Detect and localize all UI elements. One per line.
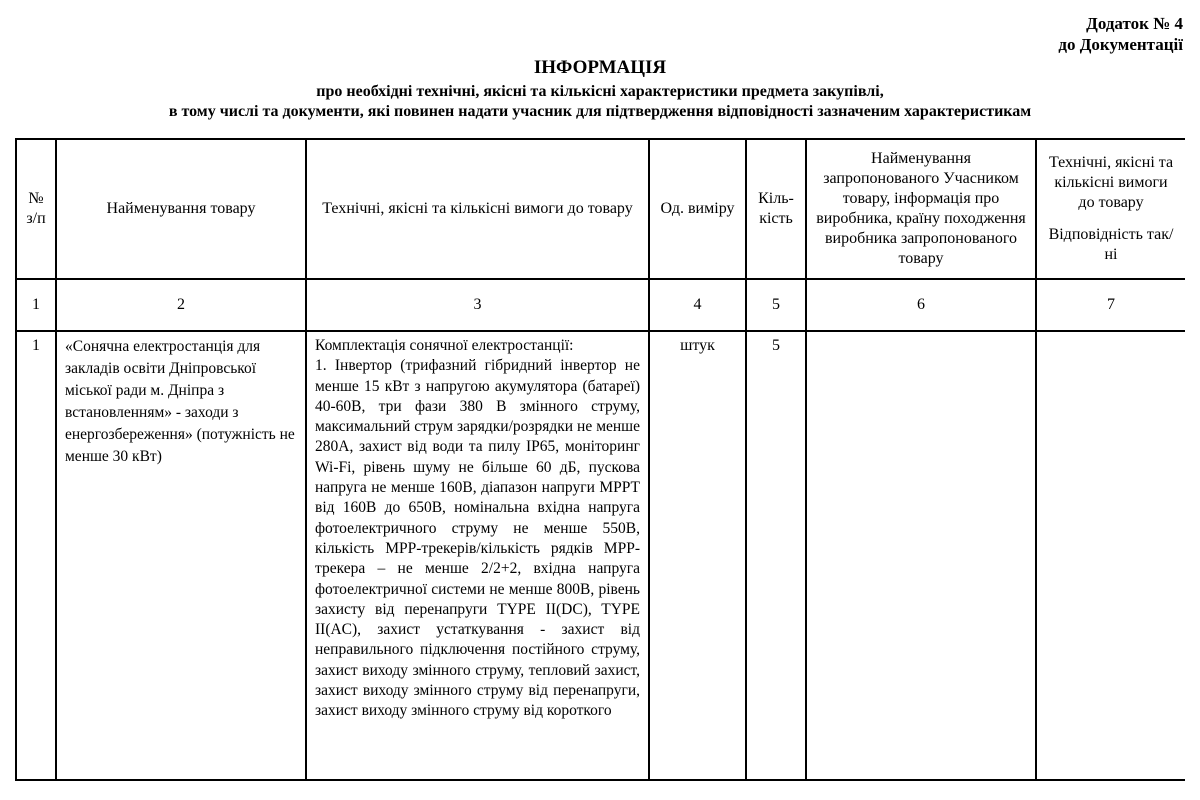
page-subtitle-1: про необхідні технічні, якісні та кількісні характеристики предмета закупівлі, xyxy=(316,83,884,100)
annex-line-2: до Документації xyxy=(1058,35,1183,54)
requirements-item-1: 1. Інвертор (трифазний гібридний інвертор не менше 15 кВт з напругою акумулятора (батареї) 40-60В, три фази 380 В змінного струму, максимальний струм зарядки/розрядки не менше 280А, захист від води та пилу IP65, моніторинг Wi-Fi, рівень шуму не більше 60 дБ, пускова напруга не менше 160В, діапазон напруги МРРТ від 160В до 650В, номінальна вхідна напруга фотоелектричного струму не менше 550В, кількість МРР-трекерів/кількість рядків МРР-трекера – не менше 2/2+2, вхідна напруга фотоелектричної системи не менше 800В, рівень захисту від перенапруги TYPE II(DC), TYPE II(AC), захист устаткування - захист від неправильного підключення постійного струму, захист виходу змінного струму, тепловий захист, захист виходу змінного струму від перенапруги, захист виходу змінного струму від короткого xyxy=(315,357,640,720)
col-header-num: № з/п xyxy=(16,139,56,279)
quantity-cell: 5 xyxy=(746,331,806,781)
annex-ref xyxy=(1058,13,1183,55)
column-number-1: 1 xyxy=(16,279,56,331)
col-header-product-name: Найменування товару xyxy=(56,139,306,279)
table-header-row xyxy=(16,139,1185,279)
column-number-5: 5 xyxy=(746,279,806,331)
spec-table-wrap xyxy=(15,138,1185,781)
col-header-compliance xyxy=(1036,139,1185,279)
column-number-4: 4 xyxy=(649,279,746,331)
compliance-cell xyxy=(1036,331,1185,781)
column-number-7: 7 xyxy=(1036,279,1185,331)
page-title: ІНФОРМАЦІЯ xyxy=(533,57,667,78)
col-header-compliance-line-2: Відповідність так/ні xyxy=(1048,226,1174,263)
requirements-intro: Комплектація сонячної електростанції: xyxy=(315,337,574,354)
column-number-3: 3 xyxy=(306,279,649,331)
col-header-unit: Од. виміру xyxy=(649,139,746,279)
col-header-requirements: Технічні, якісні та кількісні вимоги до товару xyxy=(306,139,649,279)
spec-table xyxy=(15,138,1185,781)
col-header-compliance-line-1: Технічні, якісні та кількісні вимоги до товару xyxy=(1048,154,1174,211)
column-numbering-row xyxy=(16,279,1185,331)
requirements-cell xyxy=(306,331,649,781)
unit-cell: штук xyxy=(649,331,746,781)
annex-line-1: Додаток № 4 xyxy=(1086,14,1183,33)
column-number-2: 2 xyxy=(56,279,306,331)
table-row xyxy=(16,331,1185,781)
page-subtitle-2: в тому числі та документи, які повинен надати учасник для підтвердження відповідності зазначеним характеристикам xyxy=(168,103,1032,120)
product-name-cell: «Сонячна електростанція для закладів освіти Дніпровської міської ради м. Дніпра з встановленням» - заходи з енергозбереження» (потужність не менше 30 кВт) xyxy=(56,331,306,781)
col-header-proposed: Найменування запропонованого Учасником товару, інформація про виробника, країну походження виробника запропонованого товару xyxy=(806,139,1036,279)
col-header-quantity: Кіль-кість xyxy=(746,139,806,279)
proposed-cell xyxy=(806,331,1036,781)
row-num-cell: 1 xyxy=(16,331,56,781)
column-number-6: 6 xyxy=(806,279,1036,331)
